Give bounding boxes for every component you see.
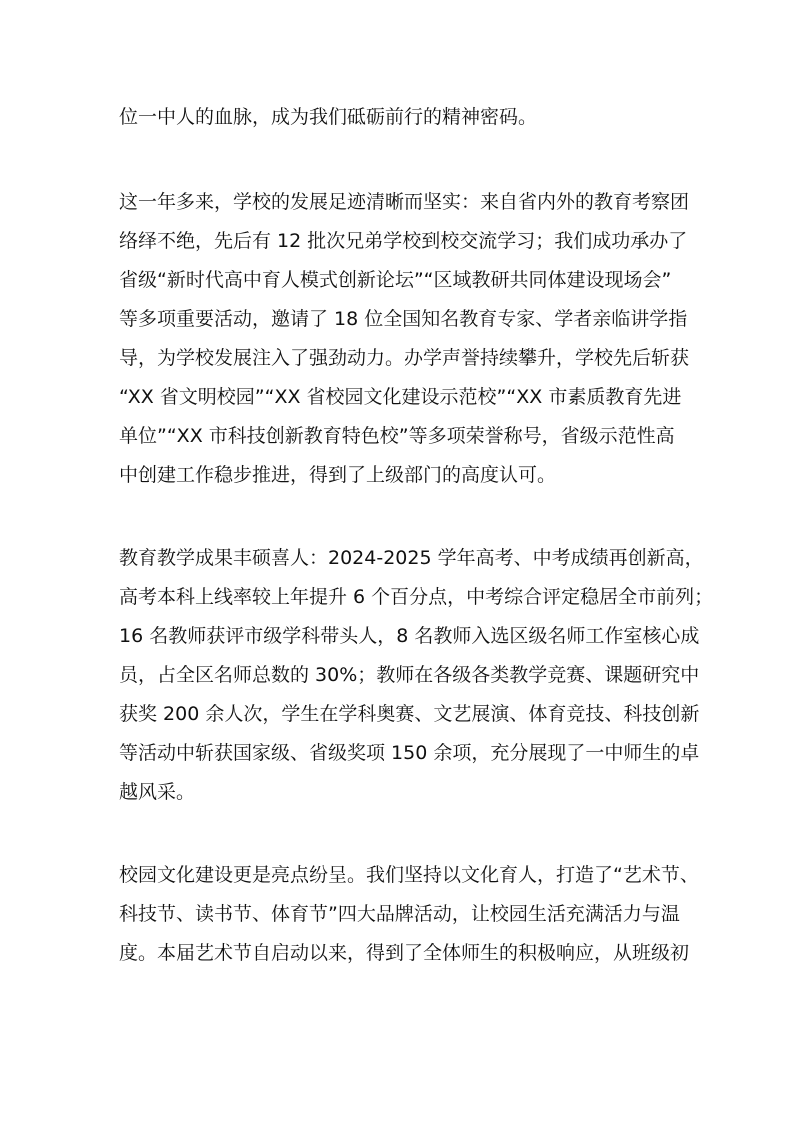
paragraph-2-line-6: “XX 省文明校园”“XX 省校园文化建设示范校”“XX 市素质教育先进 (119, 386, 682, 408)
paragraph-2-line-4: 等多项重要活动，邀请了 18 位全国知名教育专家、学者亲临讲学指 (119, 308, 688, 330)
paragraph-3-line-1: 教育教学成果丰硕喜人：2024-2025 学年高考、中考成绩再创新高， (119, 547, 704, 569)
paragraph-2-line-5: 导，为学校发展注入了强劲动力。办学声誉持续攀升，学校先后斩获 (119, 347, 690, 369)
paragraph-4-line-1: 校园文化建设更是亮点纷呈。我们坚持以文化育人，打造了“艺术节、 (119, 864, 699, 886)
paragraph-3-line-7: 越风采。 (119, 781, 196, 803)
paragraph-3-line-5: 获奖 200 余人次，学生在学科奥赛、文艺展演、体育竞技、科技创新 (119, 703, 700, 725)
paragraph-2-line-8: 中创建工作稳步推进，得到了上级部门的高度认可。 (119, 464, 557, 486)
paragraph-2-line-3: 省级“新时代高中育人模式创新论坛”“区域教研共同体建设现场会” (119, 269, 672, 291)
paragraph-4-line-2: 科技节、读书节、体育节”四大品牌活动，让校园生活充满活力与温 (119, 903, 680, 925)
paragraph-4-line-3: 度。本届艺术节自启动以来，得到了全体师生的积极响应，从班级初 (119, 942, 690, 964)
paragraph-2-line-2: 络绎不绝，先后有 12 批次兄弟学校到校交流学习；我们成功承办了 (119, 230, 688, 252)
paragraph-3-line-2: 高考本科上线率较上年提升 6 个百分点，中考综合评定稳居全市前列； (119, 586, 714, 608)
paragraph-1-line-1: 位一中人的血脉，成为我们砥砺前行的精神密码。 (119, 106, 538, 128)
paragraph-3-line-4: 员，占全区名师总数的 30%；教师在各级各类教学竞赛、课题研究中 (119, 664, 700, 686)
paragraph-2-line-1: 这一年多来，学校的发展足迹清晰而坚实：来自省内外的教育考察团 (119, 191, 690, 213)
paragraph-3-line-3: 16 名教师获评市级学科带头人，8 名教师入选区级名师工作室核心成 (119, 625, 700, 647)
paragraph-2-line-7: 单位”“XX 市科技创新教育特色校”等多项荣誉称号，省级示范性高 (119, 425, 675, 447)
paragraph-3-line-6: 等活动中斩获国家级、省级奖项 150 余项，充分展现了一中师生的卓 (119, 742, 700, 764)
